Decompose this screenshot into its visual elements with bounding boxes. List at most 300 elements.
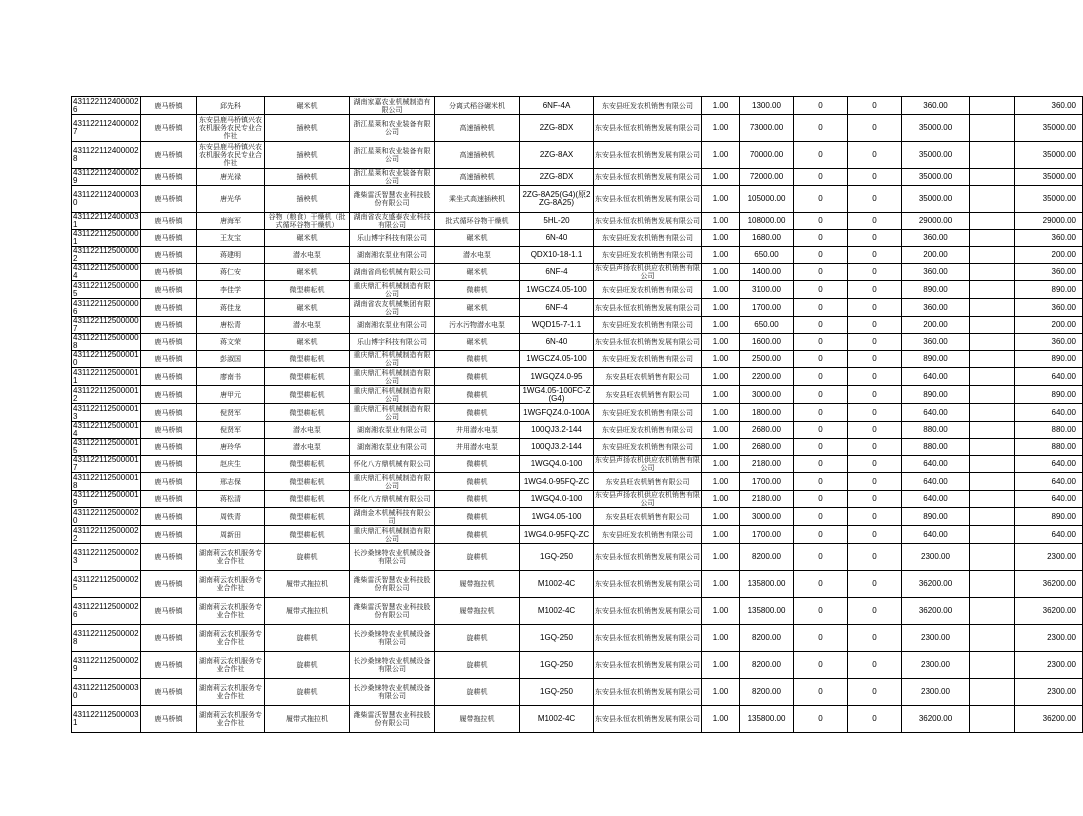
cell-id: 4311221125000013 xyxy=(73,403,139,421)
cell-subsidy: 890.00 xyxy=(902,386,970,404)
cell-name: 邱先科 xyxy=(197,97,265,115)
cell-qty: 1.00 xyxy=(702,115,740,142)
cell-dealer: 东安县旺发农机销售有限公司 xyxy=(594,351,702,368)
cell-maker: 浙江星莱和农业装备有限公司 xyxy=(350,115,435,142)
cell-blank xyxy=(970,625,1015,652)
cell-maker: 长沙桑铼特农业机械设备有限公司 xyxy=(350,625,435,652)
table-row xyxy=(72,281,1083,299)
cell-qty: 1.00 xyxy=(702,334,740,351)
cell-subsidy: 36200.00 xyxy=(902,706,970,733)
table-row xyxy=(72,473,1083,491)
cell-name: 东安县鹿马桥镇兴农农机服务农民专业合作社 xyxy=(197,115,265,142)
cell-name: 邢志保 xyxy=(197,473,265,491)
cell-subsidy: 640.00 xyxy=(902,404,970,422)
table-row xyxy=(72,491,1083,508)
cell-id: 4311221125000018 xyxy=(73,472,139,490)
cell-dealer: 东安县旺农机销售有限公司 xyxy=(594,368,702,386)
cell-town: 鹿马桥镇 xyxy=(141,679,197,706)
cell-maker: 潍柴雷沃智慧农业科技股份有限公司 xyxy=(350,186,435,213)
cell-price: 135800.00 xyxy=(740,571,794,598)
cell-qty: 1.00 xyxy=(702,422,740,439)
cell-c1: 0 xyxy=(794,281,848,299)
cell-dealer: 东安县声扬农机供应农机销售有限公司 xyxy=(595,264,700,280)
cell-c2: 0 xyxy=(848,491,902,508)
cell-model: 100QJ3.2-144 xyxy=(520,422,594,439)
cell-type: 履带式拖拉机 xyxy=(265,571,350,598)
cell-id: 4311221125000014 xyxy=(73,421,139,438)
cell-blank xyxy=(970,473,1015,491)
cell-dealer: 东安县声扬农机供应农机销售有限公司 xyxy=(595,456,700,472)
cell-type: 旋耕机 xyxy=(265,652,350,679)
cell-product: 微耕机 xyxy=(435,368,520,386)
cell-c2: 0 xyxy=(848,351,902,368)
table-row xyxy=(72,264,1083,281)
cell-qty: 1.00 xyxy=(702,386,740,404)
cell-total: 890.00 xyxy=(1015,281,1083,299)
cell-id: 4311221125000012 xyxy=(73,385,139,403)
cell-maker: 重庆鼎汇科机械制造有限公司 xyxy=(350,351,435,368)
cell-total: 2300.00 xyxy=(1015,679,1083,706)
cell-c1: 0 xyxy=(794,422,848,439)
cell-product: 微耕机 xyxy=(435,456,520,473)
cell-price: 2680.00 xyxy=(740,422,794,439)
cell-name: 蒋仁安 xyxy=(197,264,265,281)
table-row xyxy=(72,247,1083,264)
cell-maker: 怀化八方鼎机械有限公司 xyxy=(350,456,435,473)
cell-total: 35000.00 xyxy=(1015,186,1083,213)
cell-c2: 0 xyxy=(848,213,902,230)
cell-type: 微型耕耘机 xyxy=(265,473,350,491)
cell-maker: 长沙桑铼特农业机械设备有限公司 xyxy=(350,679,435,706)
cell-name: 湖南莉云农机服务专业合作社 xyxy=(197,652,265,679)
cell-qty: 1.00 xyxy=(702,526,740,544)
table-row xyxy=(72,508,1083,526)
cell-model: 5HL-20 xyxy=(520,213,594,230)
cell-type: 微型耕耘机 xyxy=(265,281,350,299)
cell-price: 8200.00 xyxy=(740,625,794,652)
cell-blank xyxy=(970,213,1015,230)
cell-c1: 0 xyxy=(794,115,848,142)
cell-name: 赵庆生 xyxy=(197,456,265,473)
cell-product: 微耕机 xyxy=(435,281,520,299)
table-row xyxy=(72,706,1083,733)
cell-c1: 0 xyxy=(794,706,848,733)
cell-c1: 0 xyxy=(794,625,848,652)
cell-id: 4311221125000023 xyxy=(72,544,141,571)
cell-total: 35000.00 xyxy=(1015,142,1083,169)
cell-type: 微型耕耘机 xyxy=(265,368,350,386)
cell-dealer: 东安县旺发农机销售有限公司 xyxy=(594,230,702,247)
cell-dealer: 东安县旺农机销售有限公司 xyxy=(594,508,702,526)
cell-id: 4311221124000026 xyxy=(73,96,139,114)
cell-name: 唐光华 xyxy=(197,186,265,213)
cell-model: 2ZG-8A25(G4)(原2ZG-8A25) xyxy=(520,186,594,213)
cell-town: 鹿马桥镇 xyxy=(141,115,197,142)
cell-qty: 1.00 xyxy=(702,299,740,317)
cell-total: 640.00 xyxy=(1015,404,1083,422)
cell-name: 湖南莉云农机服务专业合作社 xyxy=(197,544,265,571)
cell-type: 碾米机 xyxy=(265,264,350,281)
cell-qty: 1.00 xyxy=(702,368,740,386)
cell-model: 100QJ3.2-144 xyxy=(520,439,594,456)
cell-model: M1002-4C xyxy=(520,571,594,598)
cell-blank xyxy=(970,317,1015,334)
cell-name: 蒋松清 xyxy=(197,491,265,508)
cell-type: 插秧机 xyxy=(265,142,350,169)
cell-qty: 1.00 xyxy=(702,652,740,679)
cell-blank xyxy=(970,230,1015,247)
cell-subsidy: 35000.00 xyxy=(902,115,970,142)
cell-qty: 1.00 xyxy=(702,508,740,526)
cell-total: 2300.00 xyxy=(1015,652,1083,679)
cell-price: 8200.00 xyxy=(740,679,794,706)
cell-total: 890.00 xyxy=(1015,386,1083,404)
cell-c1: 0 xyxy=(794,544,848,571)
table-row xyxy=(72,386,1083,404)
table-row xyxy=(72,679,1083,706)
cell-model: QDX10-18-1.1 xyxy=(520,247,594,264)
cell-product: 碾米机 xyxy=(435,230,520,247)
table-row xyxy=(72,526,1083,544)
cell-model: 2ZG-8AX xyxy=(520,142,594,169)
cell-name: 蒋建明 xyxy=(197,247,265,264)
cell-c1: 0 xyxy=(794,299,848,317)
cell-c1: 0 xyxy=(794,169,848,186)
cell-id: 4311221125000019 xyxy=(73,490,139,507)
cell-model: 6N-40 xyxy=(520,230,594,247)
cell-name: 倪贤军 xyxy=(197,422,265,439)
cell-c1: 0 xyxy=(794,142,848,169)
cell-c2: 0 xyxy=(848,706,902,733)
cell-maker: 浙江星莱和农业装备有限公司 xyxy=(350,142,435,169)
cell-subsidy: 2300.00 xyxy=(902,679,970,706)
cell-maker: 湖南湘农泵业有限公司 xyxy=(350,247,435,264)
cell-town: 鹿马桥镇 xyxy=(141,491,197,508)
table-row xyxy=(72,439,1083,456)
cell-id: 4311221125000006 xyxy=(73,298,139,316)
cell-c1: 0 xyxy=(794,247,848,264)
cell-id: 4311221125000005 xyxy=(73,280,139,298)
cell-c1: 0 xyxy=(794,508,848,526)
cell-blank xyxy=(970,491,1015,508)
cell-c2: 0 xyxy=(848,422,902,439)
cell-c2: 0 xyxy=(848,115,902,142)
cell-town: 鹿马桥镇 xyxy=(141,526,197,544)
table-row xyxy=(72,213,1083,230)
cell-price: 2180.00 xyxy=(740,491,794,508)
cell-price: 1300.00 xyxy=(740,97,794,115)
cell-product: 旋耕机 xyxy=(435,544,520,571)
cell-total: 640.00 xyxy=(1015,456,1083,473)
cell-price: 1800.00 xyxy=(740,404,794,422)
cell-town: 鹿马桥镇 xyxy=(141,544,197,571)
cell-qty: 1.00 xyxy=(702,571,740,598)
cell-blank xyxy=(970,368,1015,386)
cell-total: 360.00 xyxy=(1015,97,1083,115)
cell-name: 湖南莉云农机服务专业合作社 xyxy=(197,571,265,598)
cell-subsidy: 360.00 xyxy=(902,230,970,247)
cell-price: 8200.00 xyxy=(740,544,794,571)
cell-model: 1GQ-250 xyxy=(520,652,594,679)
cell-subsidy: 35000.00 xyxy=(902,142,970,169)
cell-maker: 浙江星莱和农业装备有限公司 xyxy=(350,169,435,186)
cell-dealer: 东安县永恒农机销售发展有限公司 xyxy=(594,186,702,213)
cell-c2: 0 xyxy=(848,456,902,473)
cell-maker: 湖南湘农泵业有限公司 xyxy=(350,317,435,334)
cell-product: 旋耕机 xyxy=(435,625,520,652)
cell-c1: 0 xyxy=(794,213,848,230)
cell-model: 1WGQ4.0-100 xyxy=(520,456,594,473)
cell-c2: 0 xyxy=(848,652,902,679)
cell-type: 微型耕耘机 xyxy=(265,508,350,526)
cell-c1: 0 xyxy=(794,404,848,422)
cell-product: 碾米机 xyxy=(435,334,520,351)
cell-model: 1WGQ4.0-100 xyxy=(520,491,594,508)
cell-price: 3100.00 xyxy=(740,281,794,299)
cell-model: 1WG4.0-95FQ-ZC xyxy=(520,473,594,491)
cell-c1: 0 xyxy=(794,186,848,213)
cell-type: 潜水电泵 xyxy=(265,317,350,334)
table-row xyxy=(72,186,1083,213)
cell-id: 4311221124000027 xyxy=(72,115,141,142)
cell-total: 360.00 xyxy=(1015,299,1083,317)
cell-c2: 0 xyxy=(848,571,902,598)
cell-town: 鹿马桥镇 xyxy=(141,230,197,247)
cell-name: 湖南莉云农机服务专业合作社 xyxy=(197,679,265,706)
cell-blank xyxy=(970,404,1015,422)
cell-c1: 0 xyxy=(794,598,848,625)
cell-id: 4311221125000008 xyxy=(73,333,139,350)
table-row xyxy=(72,115,1083,142)
cell-type: 碾米机 xyxy=(265,334,350,351)
cell-product: 旋耕机 xyxy=(435,679,520,706)
cell-product: 微耕机 xyxy=(435,491,520,508)
cell-c2: 0 xyxy=(848,404,902,422)
cell-dealer: 东安县旺发农机销售有限公司 xyxy=(594,526,702,544)
cell-model: 2ZG-8DX xyxy=(520,169,594,186)
cell-maker: 湖南湘农泵业有限公司 xyxy=(350,422,435,439)
cell-subsidy: 640.00 xyxy=(902,368,970,386)
cell-town: 鹿马桥镇 xyxy=(141,706,197,733)
cell-blank xyxy=(970,571,1015,598)
cell-price: 70000.00 xyxy=(740,142,794,169)
cell-total: 880.00 xyxy=(1015,439,1083,456)
cell-blank xyxy=(970,281,1015,299)
cell-product: 高速插秧机 xyxy=(435,115,520,142)
cell-blank xyxy=(970,299,1015,317)
cell-name: 周铁青 xyxy=(197,508,265,526)
cell-dealer: 东安县永恒农机销售发展有限公司 xyxy=(594,299,702,317)
cell-price: 3000.00 xyxy=(740,386,794,404)
cell-dealer: 东安县旺农机销售有限公司 xyxy=(594,386,702,404)
cell-dealer: 东安县永恒农机销售发展有限公司 xyxy=(594,115,702,142)
cell-subsidy: 36200.00 xyxy=(902,571,970,598)
cell-dealer: 东安县永恒农机销售发展有限公司 xyxy=(594,142,702,169)
cell-c1: 0 xyxy=(794,264,848,281)
cell-name: 湖南莉云农机服务专业合作社 xyxy=(197,598,265,625)
cell-price: 1700.00 xyxy=(740,299,794,317)
cell-maker: 长沙桑铼特农业机械设备有限公司 xyxy=(350,544,435,571)
cell-qty: 1.00 xyxy=(702,625,740,652)
cell-maker: 重庆鼎汇科机械制造有限公司 xyxy=(350,368,435,386)
cell-product: 履带拖拉机 xyxy=(435,598,520,625)
cell-qty: 1.00 xyxy=(702,706,740,733)
cell-c1: 0 xyxy=(794,386,848,404)
cell-c1: 0 xyxy=(794,571,848,598)
cell-name: 湖南莉云农机服务专业合作社 xyxy=(197,706,265,733)
cell-blank xyxy=(970,186,1015,213)
cell-subsidy: 890.00 xyxy=(902,351,970,368)
cell-total: 36200.00 xyxy=(1015,571,1083,598)
cell-total: 360.00 xyxy=(1015,264,1083,281)
cell-subsidy: 2300.00 xyxy=(902,625,970,652)
cell-product: 污水污物潜水电泵 xyxy=(435,317,520,334)
cell-product: 批式循环谷物干燥机 xyxy=(435,213,520,230)
cell-dealer: 东安县声扬农机供应农机销售有限公司 xyxy=(595,491,700,507)
cell-id: 4311221124000031 xyxy=(73,212,139,229)
table-row xyxy=(72,571,1083,598)
table-row xyxy=(72,317,1083,334)
cell-town: 鹿马桥镇 xyxy=(141,264,197,281)
cell-price: 650.00 xyxy=(740,317,794,334)
cell-price: 135800.00 xyxy=(740,598,794,625)
cell-price: 2200.00 xyxy=(740,368,794,386)
cell-town: 鹿马桥镇 xyxy=(141,456,197,473)
cell-blank xyxy=(970,526,1015,544)
cell-town: 鹿马桥镇 xyxy=(141,571,197,598)
table-row xyxy=(72,97,1083,115)
cell-total: 880.00 xyxy=(1015,422,1083,439)
cell-type: 潜水电泵 xyxy=(265,439,350,456)
cell-town: 鹿马桥镇 xyxy=(141,625,197,652)
table-row xyxy=(72,368,1083,386)
cell-qty: 1.00 xyxy=(702,439,740,456)
cell-maker: 湖南省尚松机械有限公司 xyxy=(350,264,435,281)
cell-blank xyxy=(970,97,1015,115)
cell-total: 360.00 xyxy=(1015,230,1083,247)
table-row xyxy=(72,625,1083,652)
cell-total: 36200.00 xyxy=(1015,706,1083,733)
cell-dealer: 东安县永恒农机销售发展有限公司 xyxy=(594,625,702,652)
table-row xyxy=(72,404,1083,422)
cell-qty: 1.00 xyxy=(702,404,740,422)
cell-town: 鹿马桥镇 xyxy=(141,299,197,317)
cell-town: 鹿马桥镇 xyxy=(141,317,197,334)
cell-name: 周新田 xyxy=(197,526,265,544)
cell-price: 2180.00 xyxy=(740,456,794,473)
cell-dealer: 东安县旺发农机销售有限公司 xyxy=(594,317,702,334)
cell-type: 履带式拖拉机 xyxy=(265,598,350,625)
cell-subsidy: 880.00 xyxy=(902,422,970,439)
cell-c1: 0 xyxy=(794,334,848,351)
cell-c2: 0 xyxy=(848,368,902,386)
cell-c2: 0 xyxy=(848,186,902,213)
cell-type: 微型耕耘机 xyxy=(265,386,350,404)
cell-id: 4311221124000029 xyxy=(73,168,139,185)
cell-type: 旋耕机 xyxy=(265,625,350,652)
cell-type: 谷物（粮食）干燥机（批式循环谷物干燥机） xyxy=(265,213,350,230)
cell-model: 1WG4.05-100 xyxy=(520,508,594,526)
cell-maker: 湖南省农友盛泰农业科技有限公司 xyxy=(350,213,435,230)
cell-type: 微型耕耘机 xyxy=(265,491,350,508)
cell-subsidy: 29000.00 xyxy=(902,213,970,230)
cell-product: 井用潜水电泵 xyxy=(435,439,520,456)
cell-type: 微型耕耘机 xyxy=(265,456,350,473)
cell-total: 640.00 xyxy=(1015,473,1083,491)
cell-name: 蒋佳龙 xyxy=(197,299,265,317)
cell-price: 1700.00 xyxy=(740,526,794,544)
cell-model: 2ZG-8DX xyxy=(520,115,594,142)
cell-subsidy: 890.00 xyxy=(902,281,970,299)
cell-town: 鹿马桥镇 xyxy=(141,652,197,679)
cell-subsidy: 35000.00 xyxy=(902,186,970,213)
cell-type: 碾米机 xyxy=(265,299,350,317)
cell-c1: 0 xyxy=(794,526,848,544)
cell-total: 2300.00 xyxy=(1015,625,1083,652)
cell-subsidy: 360.00 xyxy=(902,334,970,351)
cell-dealer: 东安县旺发农机销售有限公司 xyxy=(594,439,702,456)
cell-c1: 0 xyxy=(794,439,848,456)
cell-model: 1WGQZ4.0-95 xyxy=(520,368,594,386)
cell-type: 插秧机 xyxy=(265,115,350,142)
cell-c1: 0 xyxy=(794,491,848,508)
cell-town: 鹿马桥镇 xyxy=(141,368,197,386)
cell-blank xyxy=(970,679,1015,706)
cell-qty: 1.00 xyxy=(702,317,740,334)
cell-c1: 0 xyxy=(794,317,848,334)
cell-c1: 0 xyxy=(794,230,848,247)
cell-id: 4311221125000010 xyxy=(73,350,139,367)
cell-c2: 0 xyxy=(848,281,902,299)
cell-maker: 重庆鼎汇科机械制造有限公司 xyxy=(350,386,435,404)
cell-town: 鹿马桥镇 xyxy=(141,97,197,115)
cell-subsidy: 360.00 xyxy=(902,264,970,281)
cell-model: 1WG4.05-100FC-Z(G4) xyxy=(520,386,594,404)
cell-dealer: 东安县旺发农机销售有限公司 xyxy=(594,97,702,115)
cell-total: 640.00 xyxy=(1015,526,1083,544)
cell-product: 履带拖拉机 xyxy=(435,571,520,598)
cell-model: M1002-4C xyxy=(520,598,594,625)
cell-product: 潜水电泵 xyxy=(435,247,520,264)
cell-price: 1400.00 xyxy=(740,264,794,281)
cell-price: 2680.00 xyxy=(740,439,794,456)
cell-id: 4311221125000011 xyxy=(73,367,139,385)
cell-price: 3000.00 xyxy=(740,508,794,526)
cell-price: 135800.00 xyxy=(740,706,794,733)
cell-c2: 0 xyxy=(848,544,902,571)
cell-product: 微耕机 xyxy=(435,526,520,544)
cell-town: 鹿马桥镇 xyxy=(141,351,197,368)
cell-type: 插秧机 xyxy=(265,169,350,186)
cell-name: 廖南书 xyxy=(197,368,265,386)
cell-name: 蒋文荣 xyxy=(197,334,265,351)
cell-subsidy: 35000.00 xyxy=(902,169,970,186)
cell-subsidy: 36200.00 xyxy=(902,598,970,625)
cell-subsidy: 200.00 xyxy=(902,317,970,334)
cell-blank xyxy=(970,422,1015,439)
cell-qty: 1.00 xyxy=(702,247,740,264)
cell-c2: 0 xyxy=(848,439,902,456)
cell-qty: 1.00 xyxy=(702,213,740,230)
cell-town: 鹿马桥镇 xyxy=(141,247,197,264)
cell-total: 890.00 xyxy=(1015,508,1083,526)
table-body xyxy=(72,97,1083,733)
cell-subsidy: 200.00 xyxy=(902,247,970,264)
cell-id: 4311221125000028 xyxy=(72,625,141,652)
cell-maker: 重庆鼎汇科机械制造有限公司 xyxy=(350,281,435,299)
cell-blank xyxy=(970,247,1015,264)
cell-blank xyxy=(970,508,1015,526)
